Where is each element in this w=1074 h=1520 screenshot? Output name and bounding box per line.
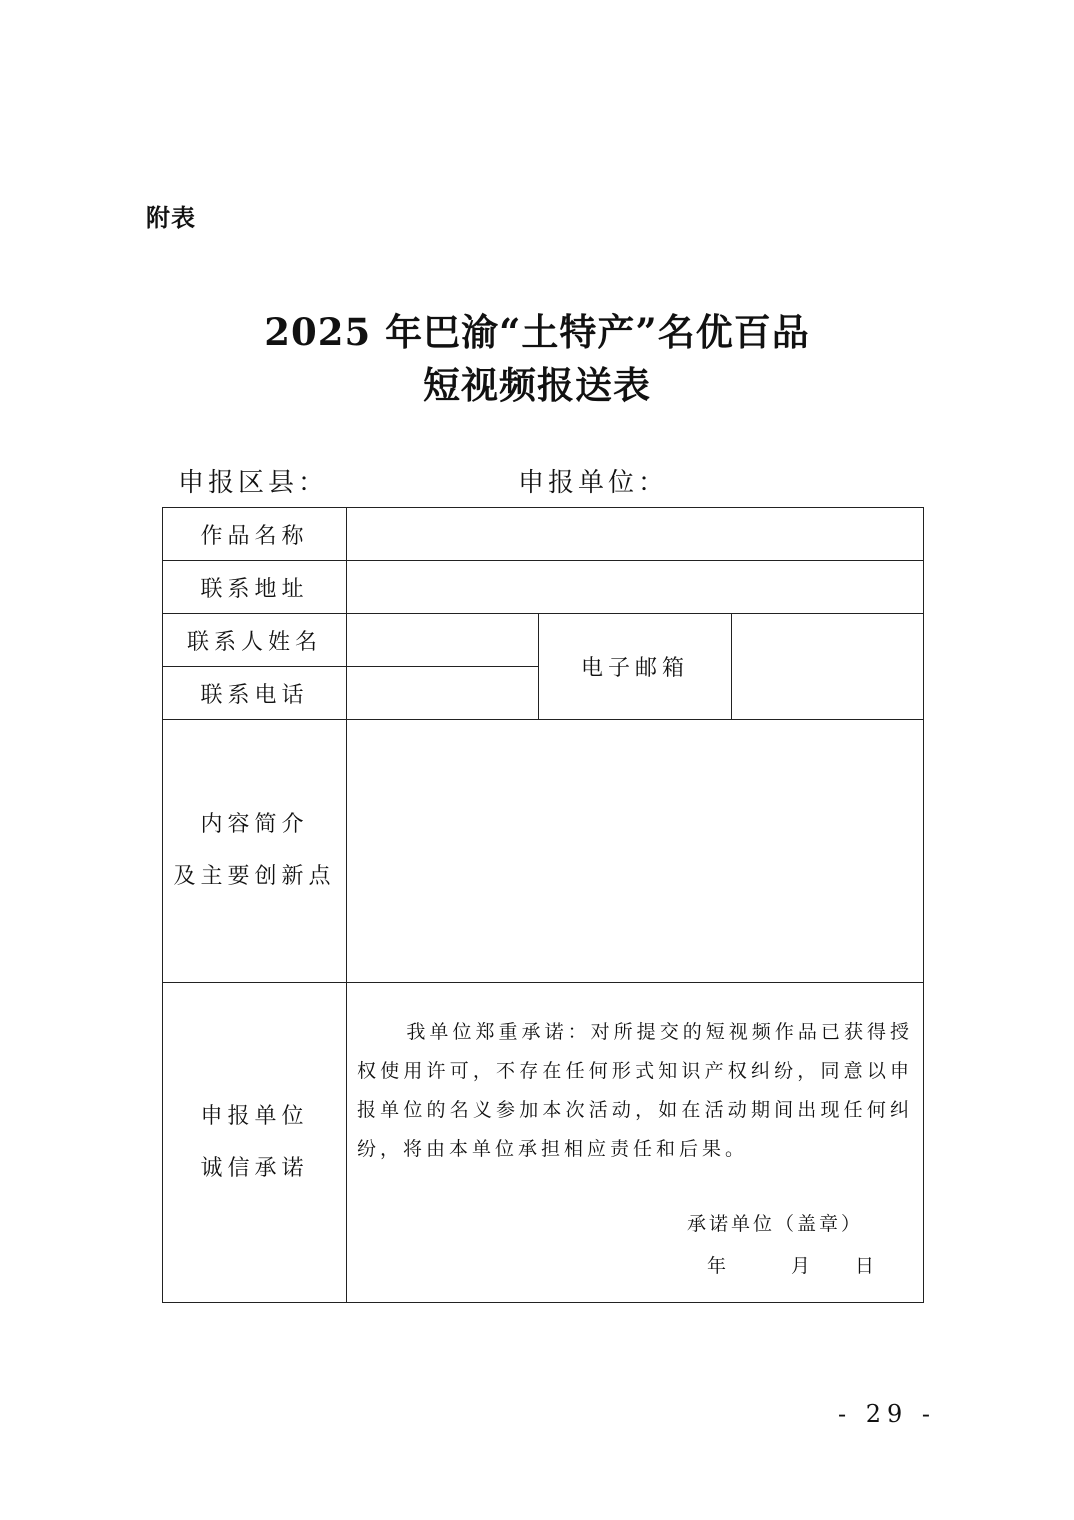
unit-label: 申报单位： xyxy=(518,468,669,498)
pledge-cell xyxy=(347,983,924,1303)
address-label: 联系地址 xyxy=(163,561,347,614)
pledge-sign: 承诺单位（盖章） xyxy=(687,1213,864,1235)
page-number: - 29 - xyxy=(838,1400,937,1428)
work-name-label: 作品名称 xyxy=(163,508,347,561)
phone-field[interactable] xyxy=(347,667,539,720)
summary-label-line2: 及主要创新点 xyxy=(173,864,336,889)
work-name-field[interactable] xyxy=(347,508,924,561)
address-field[interactable] xyxy=(347,561,924,614)
summary-label-line1: 内容简介 xyxy=(200,812,309,837)
appendix-label: 附表 xyxy=(146,204,196,232)
pledge-label xyxy=(163,983,347,1303)
date-year: 年 xyxy=(707,1255,732,1277)
date-month: 月 xyxy=(791,1255,816,1277)
email-field[interactable] xyxy=(732,614,924,720)
submission-form-table xyxy=(162,507,924,1303)
contact-name-field[interactable] xyxy=(347,614,539,667)
phone-label: 联系电话 xyxy=(163,667,347,720)
page-title-line2: 短视频报送表 xyxy=(423,363,651,407)
pledge-date xyxy=(707,1251,879,1278)
page-title-line1: 2025 年巴渝“土特产”名优百品 xyxy=(264,310,810,354)
date-day: 日 xyxy=(855,1255,880,1277)
summary-label xyxy=(163,720,347,983)
pledge-text: 我单位郑重承诺：对所提交的短视频作品已获得授权使用许可，不存在任何形式知识产权纠纷，同意以申报单位的名义参加本次活动，如在活动期间出现任何纠纷，将由本单位承担相应责任和后果。 xyxy=(357,1021,914,1160)
pledge-label-line2: 诚信承诺 xyxy=(200,1155,309,1181)
district-label: 申报区县： xyxy=(178,468,329,498)
pledge-label-line1: 申报单位 xyxy=(200,1103,309,1129)
email-label: 电子邮箱 xyxy=(539,614,732,720)
contact-name-label: 联系人姓名 xyxy=(163,614,347,667)
summary-field[interactable] xyxy=(347,720,924,983)
